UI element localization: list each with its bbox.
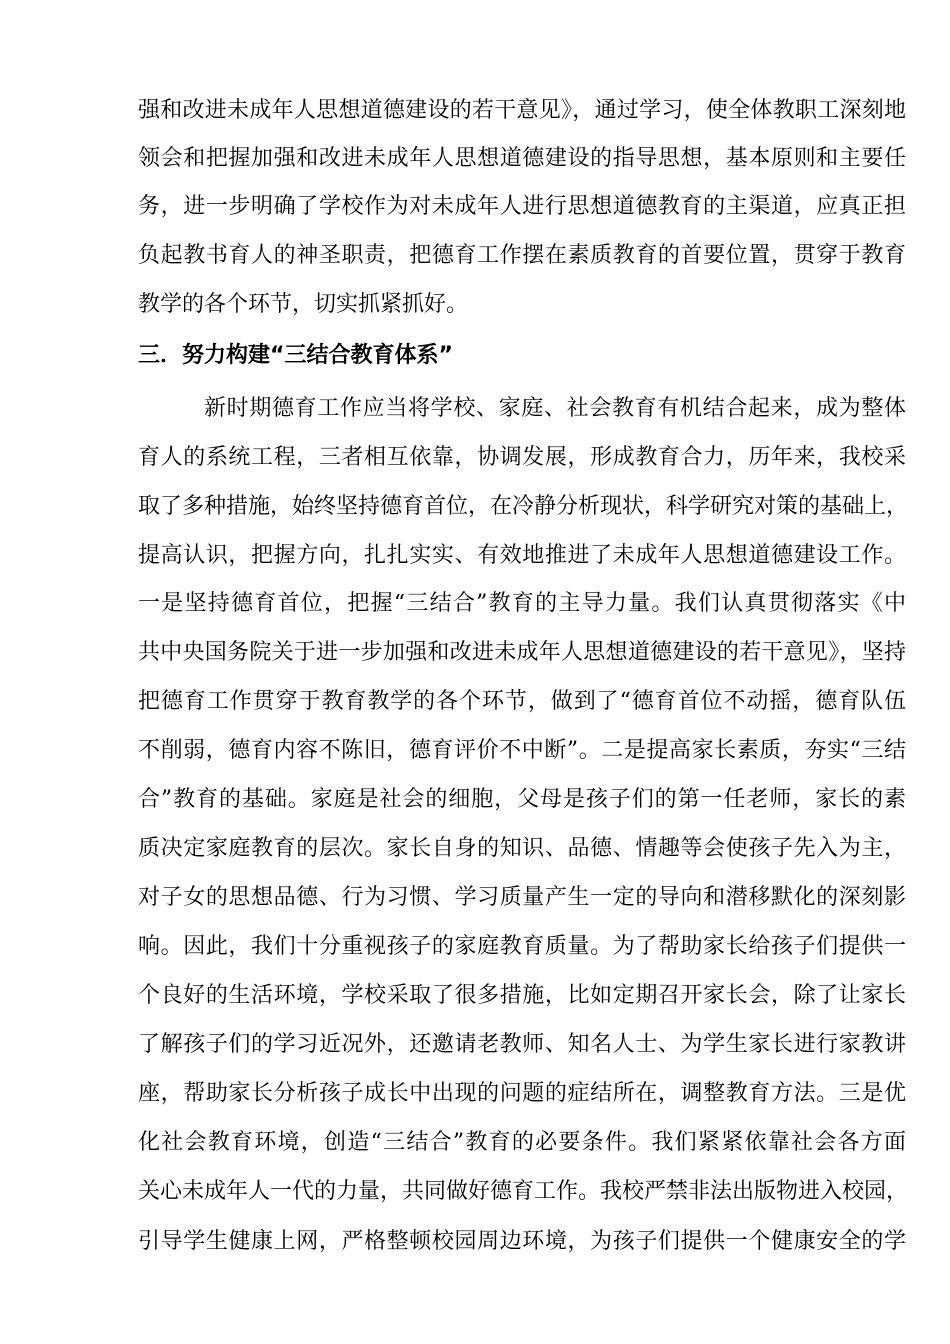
paragraph-line: 质决定家庭教育的层次。家长自身的知识、品德、情趣等会使孩子先入为主， <box>138 836 906 861</box>
paragraph-line: 化社会教育环境，创造“三结合”教育的必要条件。我们紧紧依靠社会各方面 <box>138 1130 906 1155</box>
paragraph-line: 育人的系统工程，三者相互依靠，协调发展，形成教育合力，历年来，我校采 <box>138 445 906 470</box>
paragraph-line: 负起教书育人的神圣职责，把德育工作摆在素质教育的首要位置，贯穿于教育 <box>138 243 906 268</box>
section-heading: 三．努力构建“三结合教育体系” <box>138 343 453 368</box>
paragraph-line: 务，进一步明确了学校作为对未成年人进行思想道德教育的主渠道，应真正担 <box>138 194 906 219</box>
paragraph-line: 提高认识，把握方向，扎扎实实、有效地推进了未成年人思想道德建设工作。 <box>138 543 906 568</box>
paragraph-line: 不削弱，德育内容不陈旧，德育评价不中断”。二是提高家长素质，夯实“三结 <box>138 738 906 763</box>
paragraph-line: 关心未成年人一代的力量，共同做好德育工作。我校严禁非法出版物进入校园， <box>138 1179 909 1204</box>
paragraph-line: 座，帮助家长分析孩子成长中出现的问题的症结所在，调整教育方法。三是优 <box>138 1081 906 1106</box>
paragraph-line: 把德育工作贯穿于教育教学的各个环节，做到了“德育首位不动摇，德育队伍 <box>138 689 906 714</box>
paragraph-line: 个良好的生活环境，学校采取了很多措施，比如定期召开家长会，除了让家长 <box>138 983 906 1008</box>
paragraph-line: 强和改进未成年人思想道德建设的若干意见》，通过学习，使全体教职工深刻地 <box>138 98 906 123</box>
paragraph-line: 取了多种措施，始终坚持德育首位，在冷静分析现状，科学研究对策的基础上， <box>138 494 909 519</box>
paragraph-line: 新时期德育工作应当将学校、家庭、社会教育有机结合起来，成为整体 <box>204 396 906 421</box>
paragraph-line: 合”教育的基础。家庭是社会的细胞，父母是孩子们的第一任老师，家长的素 <box>138 787 906 812</box>
paragraph-line: 一是坚持德育首位，把握“三结合”教育的主导力量。我们认真贯彻落实《中 <box>138 591 906 616</box>
paragraph-line: 领会和把握加强和改进未成年人思想道德建设的指导思想，基本原则和主要任 <box>138 146 906 171</box>
paragraph-line: 对子女的思想品德、行为习惯、学习质量产生一定的导向和潜移默化的深刻影 <box>138 885 906 910</box>
paragraph-line: 教学的各个环节，切实抓紧抓好。 <box>138 292 469 317</box>
paragraph-line: 引导学生健康上网，严格整顿校园周边环境，为孩子们提供一个健康安全的学 <box>138 1229 906 1254</box>
paragraph-line: 了解孩子们的学习近况外，还邀请老教师、知名人士、为学生家长进行家教讲 <box>138 1032 906 1057</box>
paragraph-line: 响。因此，我们十分重视孩子的家庭教育质量。为了帮助家长给孩子们提供一 <box>138 934 906 959</box>
paragraph-line: 共中央国务院关于进一步加强和改进未成年人思想道德建设的若干意见》，坚持 <box>138 640 906 665</box>
